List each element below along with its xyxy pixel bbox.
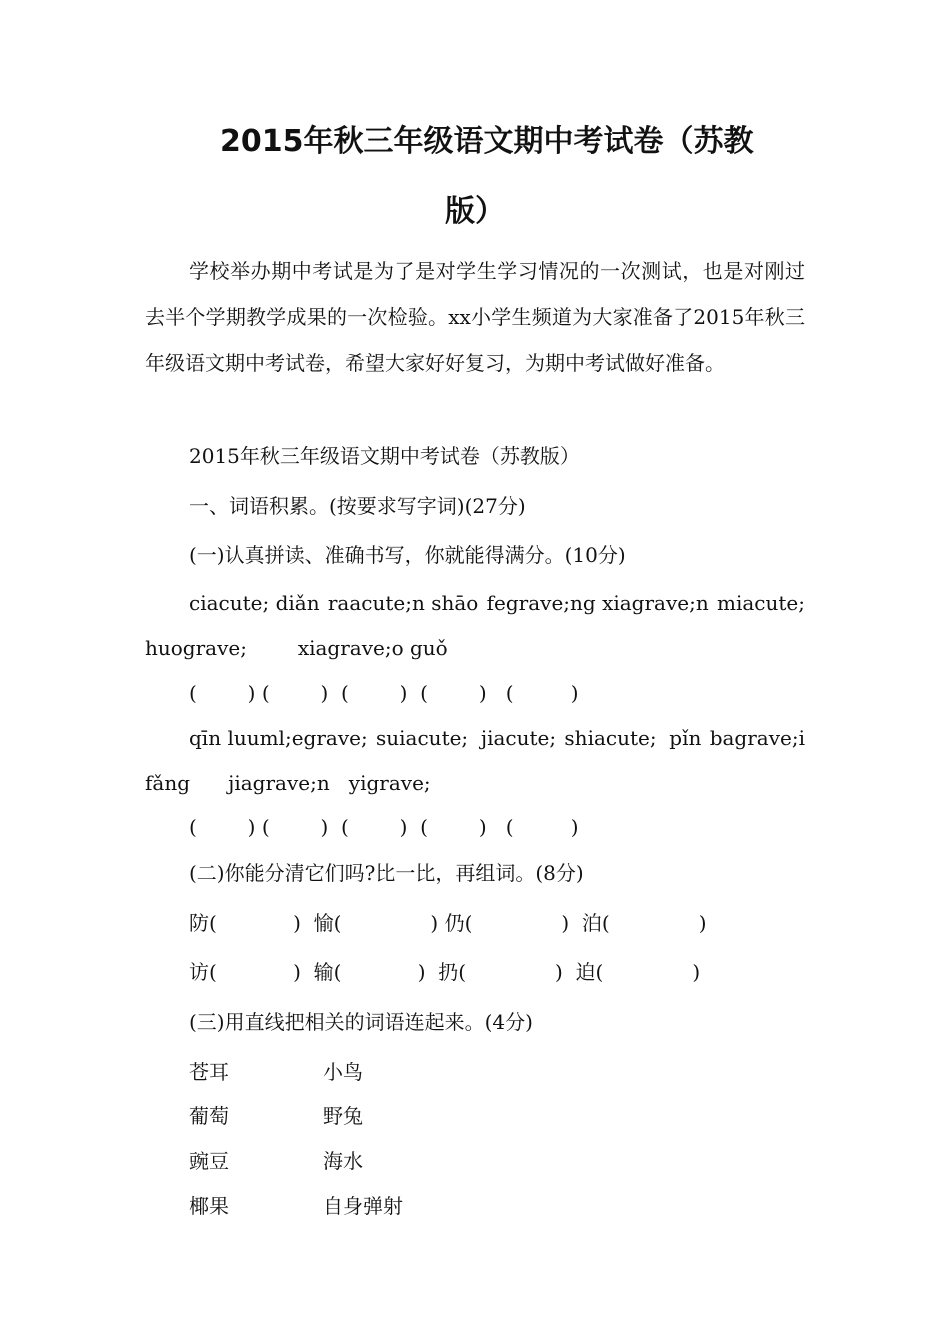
section-1-heading: 一、词语积累。(按要求写字词)(27分) <box>189 494 526 518</box>
match-right-word: 海水 <box>323 1149 363 1173</box>
word-compare-row-2: 访( ) 输( ) 扔( ) 迫( ) <box>189 960 701 984</box>
pinyin-item: raacute;n shāo <box>327 591 479 615</box>
document-title-line-1: 2015年秋三年级语文期中考试卷（苏教 <box>220 124 754 159</box>
part-3-heading: (三)用直线把相关的词语连起来。(4分) <box>189 1010 533 1034</box>
answer-blanks-row-2: ( ) ( ) ( ) ( ) ( ) <box>189 815 579 839</box>
match-left-word: 豌豆 <box>189 1149 229 1173</box>
pinyin-item: fegrave;ng xiagrave;n <box>486 591 709 615</box>
pinyin-row-2 <box>189 724 805 752</box>
pinyin-item: ciacute; diǎn <box>189 591 320 615</box>
exam-subtitle: 2015年秋三年级语文期中考试卷（苏教版） <box>189 444 580 468</box>
pinyin-item: bagrave;i <box>709 726 805 750</box>
part-1-heading: (一)认真拼读、准确书写，你就能得满分。(10分) <box>189 543 626 567</box>
part-2-heading: (二)你能分清它们吗?比一比，再组词。(8分) <box>189 861 584 885</box>
document-title-line-2: 版） <box>445 194 505 229</box>
pinyin-item: shiacute; pǐn <box>564 726 702 750</box>
match-left-word: 苍耳 <box>189 1060 229 1084</box>
match-right-word: 野兔 <box>323 1104 363 1128</box>
pinyin-row-1-continued: huograve; xiagrave;o guǒ <box>145 636 448 660</box>
match-right-word: 自身弹射 <box>323 1194 403 1218</box>
pinyin-item: qīn luuml;egrave; <box>189 726 368 750</box>
pinyin-item: suiacute; jiacute; <box>376 726 557 750</box>
word-compare-row-1: 防( ) 愉( ) 仍( ) 泊( ) <box>189 911 707 935</box>
intro-paragraph: 学校举办期中考试是为了是对学生学习情况的一次测试，也是对刚过去半个学期教学成果的一次检验。xx小学生频道为大家准备了2015年秋三年级语文期中考试卷，希望大家好好复习，为期中考试做好准备。 <box>145 259 805 375</box>
match-left-word: 葡萄 <box>189 1104 229 1128</box>
answer-blanks-row-1: ( ) ( ) ( ) ( ) ( ) <box>189 681 579 705</box>
match-left-word: 椰果 <box>189 1194 229 1218</box>
match-right-word: 小鸟 <box>323 1060 363 1084</box>
pinyin-item: miacute; <box>717 591 805 615</box>
pinyin-row-2-continued: fǎng jiagrave;n yigrave; <box>145 771 431 795</box>
pinyin-row-1 <box>189 589 805 617</box>
